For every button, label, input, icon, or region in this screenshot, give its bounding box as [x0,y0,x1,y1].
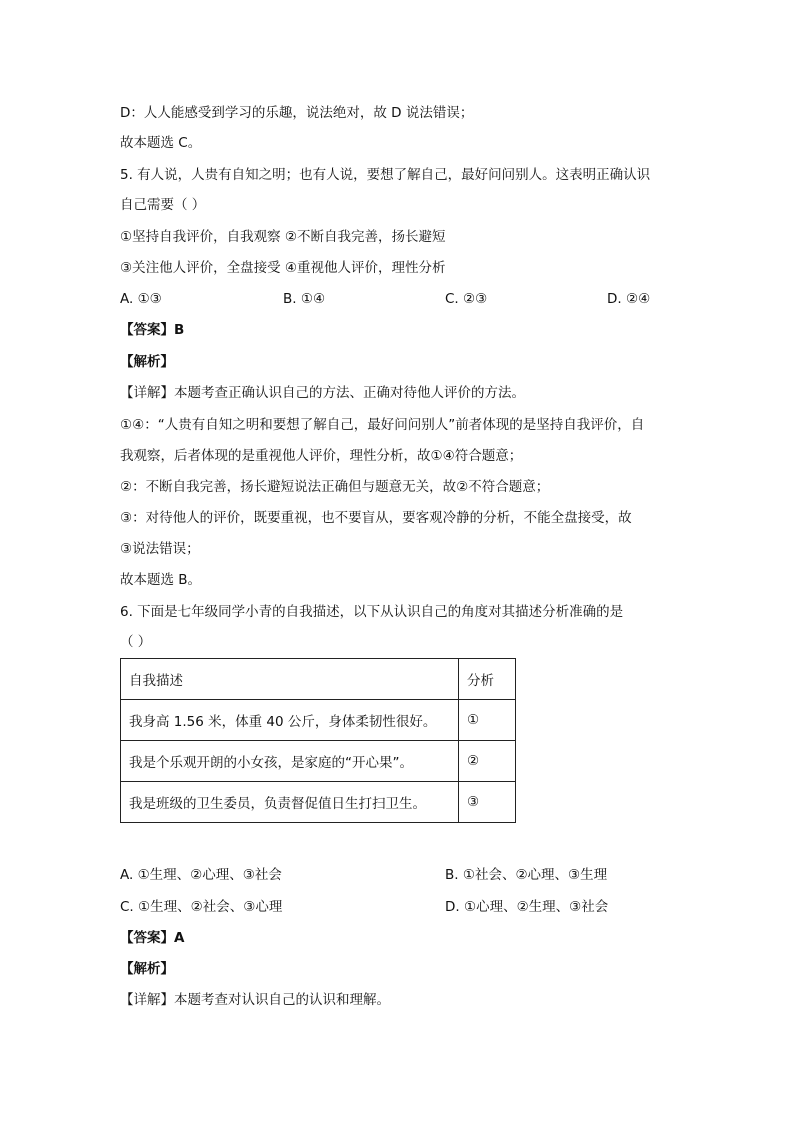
q5-explanation-3-line1: ③：对待他人的评价，既要重视，也不要盲从，要客观冷静的分析，不能全盘接受，故 [120,510,632,526]
q6-answer: 【答案】A [120,930,185,946]
table-cell-description: 我是个乐观开朗的小女孩，是家庭的“开心果”。 [121,741,459,782]
q5-explanation-1-line1: ①④：“人贵有自知之明和要想了解自己，最好问问别人”前者体现的是坚持自我评价，自 [120,417,645,433]
q5-option-d: D. ②④ [607,291,651,307]
q5-option-b: B. ①④ [283,291,326,307]
table-header-row [121,659,516,700]
q5-explanation-1-line2: 我观察，后者体现的是重视他人评价，理性分析，故①④符合题意； [120,448,523,464]
table-cell-description: 我身高 1.56 米，体重 40 公斤，身体柔韧性很好。 [121,700,459,741]
table-row [121,741,516,782]
table-cell-description: 我是班级的卫生委员，负责督促值日生打扫卫生。 [121,782,459,823]
q5-explanation-2: ②：不断自我完善，扬长避短说法正确但与题意无关，故②不符合题意； [120,479,550,495]
q5-analysis-title: 【解析】 [120,354,174,370]
q5-items-line1: ①坚持自我评价，自我观察 ②不断自我完善，扬长避短 [120,229,446,245]
q6-detail: 【详解】本题考查对认识自己的认识和理解。 [120,992,390,1008]
q6-stem-line1: 6. 下面是七年级同学小青的自我描述，以下从认识自己的角度对其描述分析准确的是 [120,604,624,620]
q6-option-a: A. ①生理、②心理、③社会 [120,867,282,883]
table-row [121,700,516,741]
q5-answer: 【答案】B [120,322,185,338]
q6-option-c: C. ①生理、②社会、③心理 [120,899,283,915]
q5-explanation-3-line2: ③说法错误； [120,541,200,557]
self-description-table [120,658,516,823]
table-row [121,782,516,823]
q5-stem-line1: 5. 有人说，人贵有自知之明；也有人说，要想了解自己，最好问问别人。这表明正确认识 [120,167,651,183]
table-cell-analysis: ③ [459,782,516,823]
q5-option-a: A. ①③ [120,291,162,307]
q5-stem-line2: 自己需要（ ） [120,197,206,213]
q5-option-c: C. ②③ [445,291,488,307]
q5-conclusion: 故本题选 B。 [120,572,202,588]
table-header-analysis: 分析 [459,659,516,700]
table-cell-analysis: ② [459,741,516,782]
q6-stem-line2: （ ） [120,634,152,650]
table-header-description: 自我描述 [121,659,459,700]
q6-option-b: B. ①社会、②心理、③生理 [445,867,608,883]
q5-detail: 【详解】本题考查正确认识自己的方法、正确对待他人评价的方法。 [120,385,525,401]
table-cell-analysis: ① [459,700,516,741]
q6-analysis-title: 【解析】 [120,961,174,977]
prev-conclusion: 故本题选 C。 [120,135,202,151]
q5-items-line2: ③关注他人评价，全盘接受 ④重视他人评价，理性分析 [120,260,446,276]
q6-option-d: D. ①心理、②生理、③社会 [445,899,609,915]
prev-option-d-explanation: D：人人能感受到学习的乐趣，说法绝对，故 D 说法错误； [120,105,474,121]
